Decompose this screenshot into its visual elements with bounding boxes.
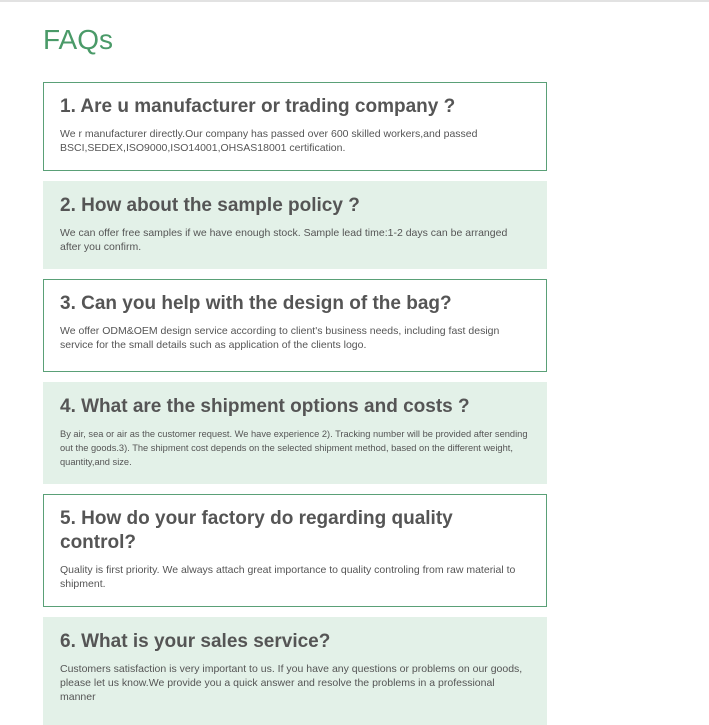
top-divider [0,0,709,2]
faq-question: 2. How about the sample policy ? [60,195,360,216]
faq-question: 5. How do your factory do regarding quality control? [60,508,453,553]
faq-answer: We can offer free samples if we have enough stock. Sample lead time:1-2 days can be arranged after you confirm. [60,227,508,253]
page-title: FAQs [43,24,114,55]
faq-answer: By air, sea or air as the customer request. We have experience 2). Tracking number will be provided after sending out the goods.3). The shipment cost depends on the selected shipment method, based on the different weight, quantity,and size. [60,429,528,467]
faq-item-3 [43,279,547,372]
faq-answer: We r manufacturer directly.Our company has passed over 600 skilled workers,and passed BSCI,SEDEX,ISO9000,ISO14001,OHSAS18001 certification. [60,128,478,154]
faq-question: 1. Are u manufacturer or trading company ? [60,96,456,117]
faq-question: 6. What is your sales service? [60,631,331,652]
faq-item-6 [43,617,547,725]
faq-item-5 [43,494,547,607]
faq-answer: Quality is first priority. We always attach great importance to quality controling from raw material to shipment. [60,564,516,590]
faq-answer: We offer ODM&OEM design service according to client's business needs, including fast design service for the small details such as application of the clients logo. [60,325,500,351]
faq-question: 4. What are the shipment options and costs ? [60,396,470,417]
faq-item-4 [43,382,547,484]
faq-question: 3. Can you help with the design of the bag? [60,293,452,314]
faq-answer: Customers satisfaction is very important to us. If you have any questions or problems on our goods, please let us know.We provide you a quick answer and resolve the problems in a professional manner [60,663,523,703]
faq-item-1 [43,82,547,171]
faq-item-2 [43,181,547,269]
